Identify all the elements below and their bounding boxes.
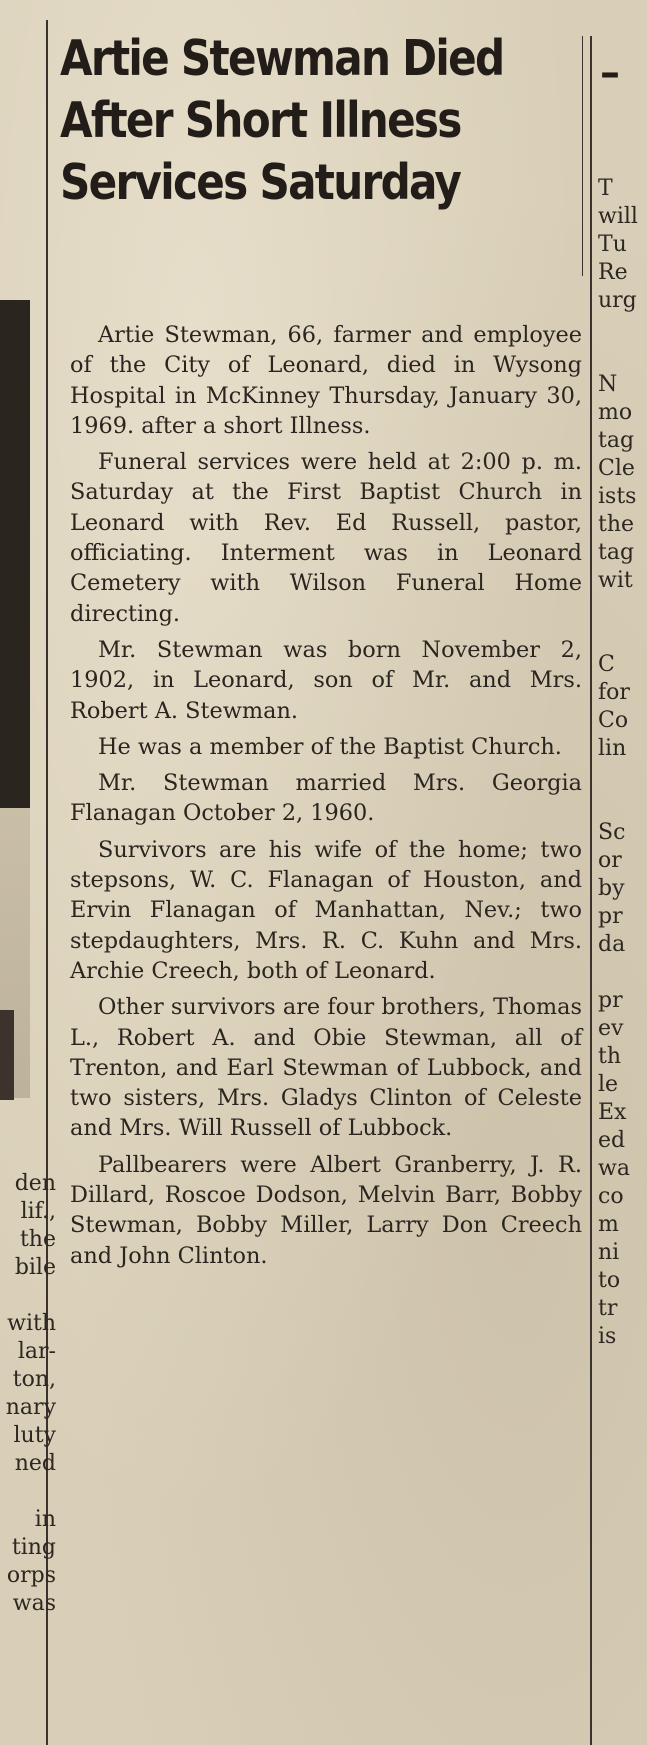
right-fragment: ev — [598, 1016, 624, 1041]
right-fragment: th — [598, 1044, 622, 1069]
right-fragment: le — [598, 1072, 619, 1097]
right-fragment: m — [598, 1212, 619, 1237]
left-fragment: lar- — [17, 1339, 56, 1364]
right-fragment: wa — [598, 1156, 630, 1181]
left-fragment: ting — [11, 1535, 56, 1560]
right-fragment: tag — [598, 540, 635, 565]
paragraph-pallbearers: Pallbearers were Albert Granberry, J. R. Dillard, Roscoe Dodson, Melvin Barr, Bobby Stewman, Bobby Miller, Larry Don Creech and John Clinton. — [70, 1151, 582, 1269]
left-fragment: den — [14, 1171, 56, 1196]
paragraph-marriage: Mr. Stewman married Mrs. Georgia Flanagan October 2, 1960. — [70, 770, 582, 827]
right-fragment: T — [598, 176, 613, 201]
right-fragment: pr — [598, 988, 623, 1013]
paragraph-funeral: Funeral services were held at 2:00 p. m. Saturday at the First Baptist Church in Leonard with Rev. Ed Russell, pastor, officiating. Interment was in Leonard Cemetery with Wilson Funeral Home directing. — [70, 449, 582, 627]
right-fragment: da — [598, 932, 626, 957]
right-fragment: wit — [598, 568, 633, 593]
right-fragment: Tu — [598, 232, 627, 257]
right-fragment: for — [598, 680, 630, 705]
left-fragment: was — [12, 1591, 56, 1616]
right-fragment: mo — [598, 400, 633, 425]
right-fragment: to — [598, 1268, 621, 1293]
right-fragment: the — [598, 512, 635, 537]
paragraph-birth: Mr. Stewman was born November 2, 1902, in Leonard, son of Mr. and Mrs. Robert A. Stewman. — [70, 636, 582, 724]
right-fragment — [598, 315, 647, 343]
headline-line-2: After Short Illness — [60, 92, 461, 149]
right-fragment: Co — [598, 708, 629, 733]
paragraph-death: Artie Stewman, 66, farmer and employee of the City of Leonard, died in Wysong Hospital in McKinney Thursday, January 30, 1969. after a short Illness. — [70, 322, 582, 439]
right-fragment: is — [598, 1324, 617, 1349]
right-fragment: co — [598, 1184, 624, 1209]
left-fragment: nary — [5, 1395, 56, 1420]
paragraph-church: He was a member of the Baptist Church. — [98, 733, 562, 760]
right-fragment: Cle — [598, 456, 635, 481]
paragraph-survivors: Survivors are his wife of the home; two stepsons, W. C. Flanagan of Houston, and Ervin Flanagan of Manhattan, Nev.; two stepdaughters, Mrs. R. C. Kuhn and Mrs. Archie Creech, both of Leonard. — [70, 836, 582, 984]
right-fragment: Re — [598, 260, 628, 285]
right-fragment: by — [598, 876, 625, 901]
left-fragment: the — [19, 1227, 56, 1252]
left-column-fragments — [0, 1170, 56, 1618]
left-fragment: luty — [13, 1423, 56, 1448]
right-fragment: pr — [598, 904, 623, 929]
right-fragment: ni — [598, 1240, 620, 1265]
right-fragment: lin — [598, 736, 627, 761]
right-fragment: Ex — [598, 1100, 627, 1125]
headline-line-1: Artie Stewman Died — [60, 30, 504, 87]
article-body — [70, 320, 582, 1277]
left-fragment: bile — [14, 1255, 56, 1280]
left-fragment — [0, 1478, 56, 1506]
right-fragment — [598, 959, 647, 987]
right-fragment: tag — [598, 428, 635, 453]
right-fragment — [598, 595, 647, 623]
right-fragment: tr — [598, 1296, 618, 1321]
right-fragment: C — [598, 652, 615, 677]
right-fragment — [598, 623, 647, 651]
left-fragment: in — [34, 1507, 56, 1532]
headline-line-3: Services Saturday — [60, 154, 461, 211]
right-fragment: urg — [598, 288, 637, 313]
right-fragment: or — [598, 848, 622, 873]
right-fragment: N — [598, 372, 618, 397]
right-column-fragments — [598, 175, 647, 1351]
right-fragment: ed — [598, 1128, 626, 1153]
article-headline — [60, 28, 576, 214]
left-fragment: orps — [6, 1563, 56, 1588]
right-column-dash: – — [600, 50, 620, 96]
left-fragment: ton, — [12, 1367, 56, 1392]
left-fragment: lif., — [20, 1199, 56, 1224]
clipped-photo-shadow — [0, 1010, 14, 1100]
paragraph-other-survivors: Other survivors are four brothers, Thomas L., Robert A. and Obie Stewman, all of Trenton, and Earl Stewman of Lubbock, and two sisters, Mrs. Gladys Clinton of Celeste and Mrs. Will Russell of Lubbock. — [70, 994, 582, 1142]
right-fragment: Sc — [598, 820, 626, 845]
right-fragment — [598, 763, 647, 791]
left-fragment: with — [7, 1311, 56, 1336]
left-fragment: ned — [14, 1451, 56, 1476]
clipped-photo — [0, 300, 30, 808]
right-fragment — [598, 791, 647, 819]
right-fragment: ists — [598, 484, 637, 509]
right-fragment — [598, 343, 647, 371]
headline-rule-right — [582, 36, 583, 276]
left-fragment — [0, 1282, 56, 1310]
right-fragment: will — [598, 204, 638, 229]
column-rule-right — [590, 36, 592, 1745]
